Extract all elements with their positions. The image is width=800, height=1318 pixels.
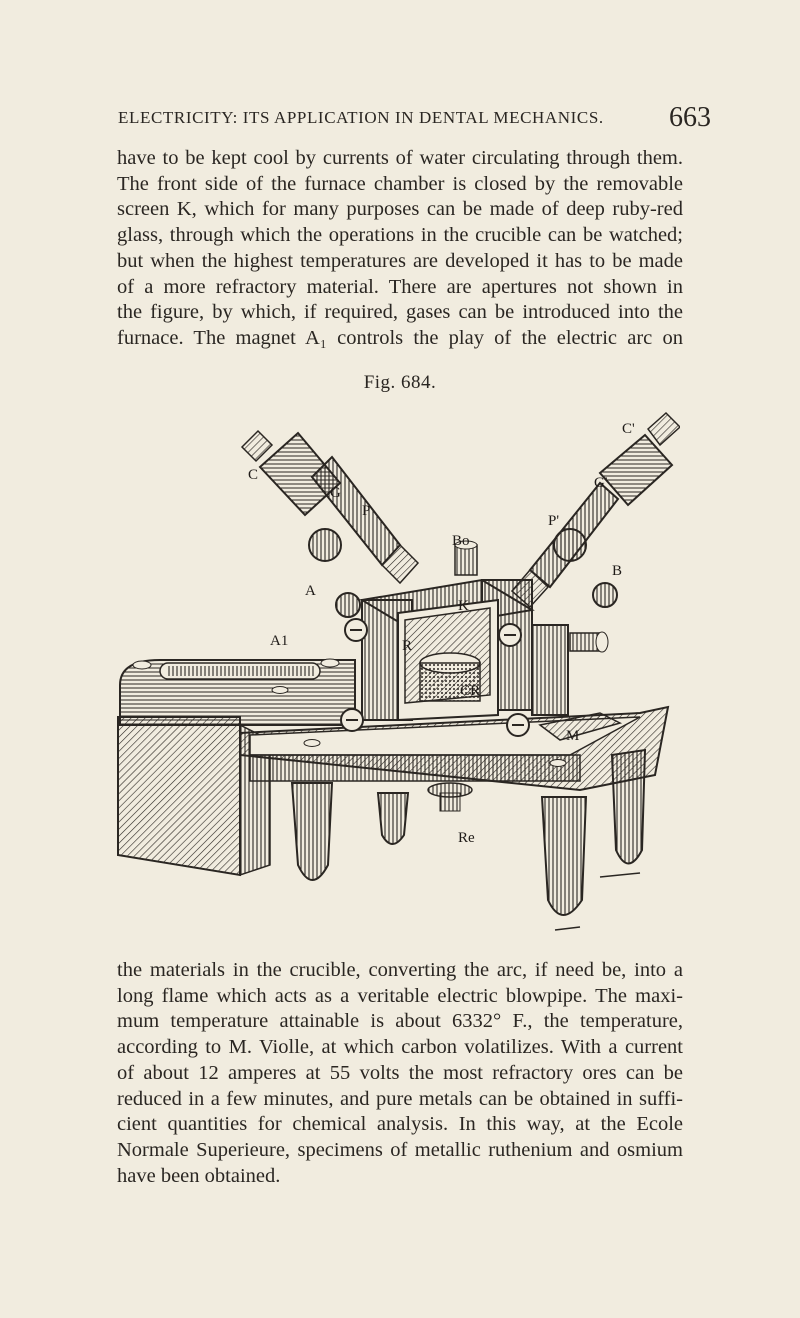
running-title: ELECTRICITY: ITS APPLICATION IN DENTAL MECHANICS. <box>118 108 604 127</box>
text-line: long flame which acts as a veritable electric blowpipe. The maxi- <box>117 984 683 1007</box>
text-line: have been obtained. <box>117 1164 281 1187</box>
label-r: R <box>402 638 413 654</box>
screw-re <box>428 783 472 811</box>
label-p: P <box>362 503 371 519</box>
text-line: but when the highest temperatures are developed it has to be made <box>117 249 683 272</box>
label-c-prime: C' <box>622 421 635 437</box>
text-line: of about 12 amperes at 55 volts the most refractory ores can be <box>117 1061 683 1084</box>
furnace-chamber <box>341 541 532 736</box>
text-line: cient quantities for chemical analysis. In this way, at the Ecole <box>117 1113 683 1136</box>
text-line: the figure, by which, if required, gases can be introduced into the <box>117 301 683 324</box>
label-re: Re <box>458 830 475 846</box>
text-line: mum temperature attainable is about 6332° F., the temperature, <box>117 1010 683 1033</box>
label-p-prime: P' <box>548 513 560 529</box>
right-electrode <box>512 413 680 607</box>
label-cr: CR <box>460 683 481 699</box>
text-line: glass, through which the operations in the crucible can be watched; <box>117 224 683 247</box>
text-line: have to be kept cool by currents of water circulating through them. <box>117 147 683 169</box>
text-line: of a more refractory material. There are apertures not shown in <box>117 275 683 298</box>
label-k: K <box>458 598 469 614</box>
text-line: according to M. Violle, at which carbon volatilizes. With a current <box>117 1036 683 1059</box>
text-line: Normale Superieure, specimens of metallic ruthenium and osmium <box>117 1138 683 1161</box>
furnace-illustration <box>100 395 680 940</box>
label-b: B <box>612 563 623 579</box>
label-a1: A1 <box>270 633 289 649</box>
label-bo: Bo <box>452 533 470 549</box>
label-g: G <box>330 485 341 501</box>
label-c: C <box>248 467 259 483</box>
label-m: M <box>566 728 580 744</box>
label-g-prime: G' <box>594 475 608 491</box>
text-line: The front side of the furnace chamber is closed by the removable <box>117 172 683 195</box>
paragraph-bottom <box>117 958 683 1189</box>
magnet-a1 <box>120 659 355 725</box>
text-line: furnace. The magnet A₁ controls the play of the electric arc on <box>117 326 683 349</box>
figure-electric-furnace <box>100 395 680 940</box>
text-line: screen K, which for many purposes can be made of deep ruby-red <box>117 198 683 221</box>
figure-caption: Fig. 684. <box>363 372 437 393</box>
text-line: reduced in a few minutes, and pure metals can be obtained in suffi- <box>117 1087 683 1110</box>
text-line: the materials in the crucible, converting the arc, if need be, into a <box>117 959 683 981</box>
page-number: 663 <box>669 102 711 133</box>
running-head <box>118 102 711 133</box>
label-a: A <box>305 583 316 599</box>
paragraph-top <box>117 146 683 352</box>
left-electrode <box>242 431 418 617</box>
